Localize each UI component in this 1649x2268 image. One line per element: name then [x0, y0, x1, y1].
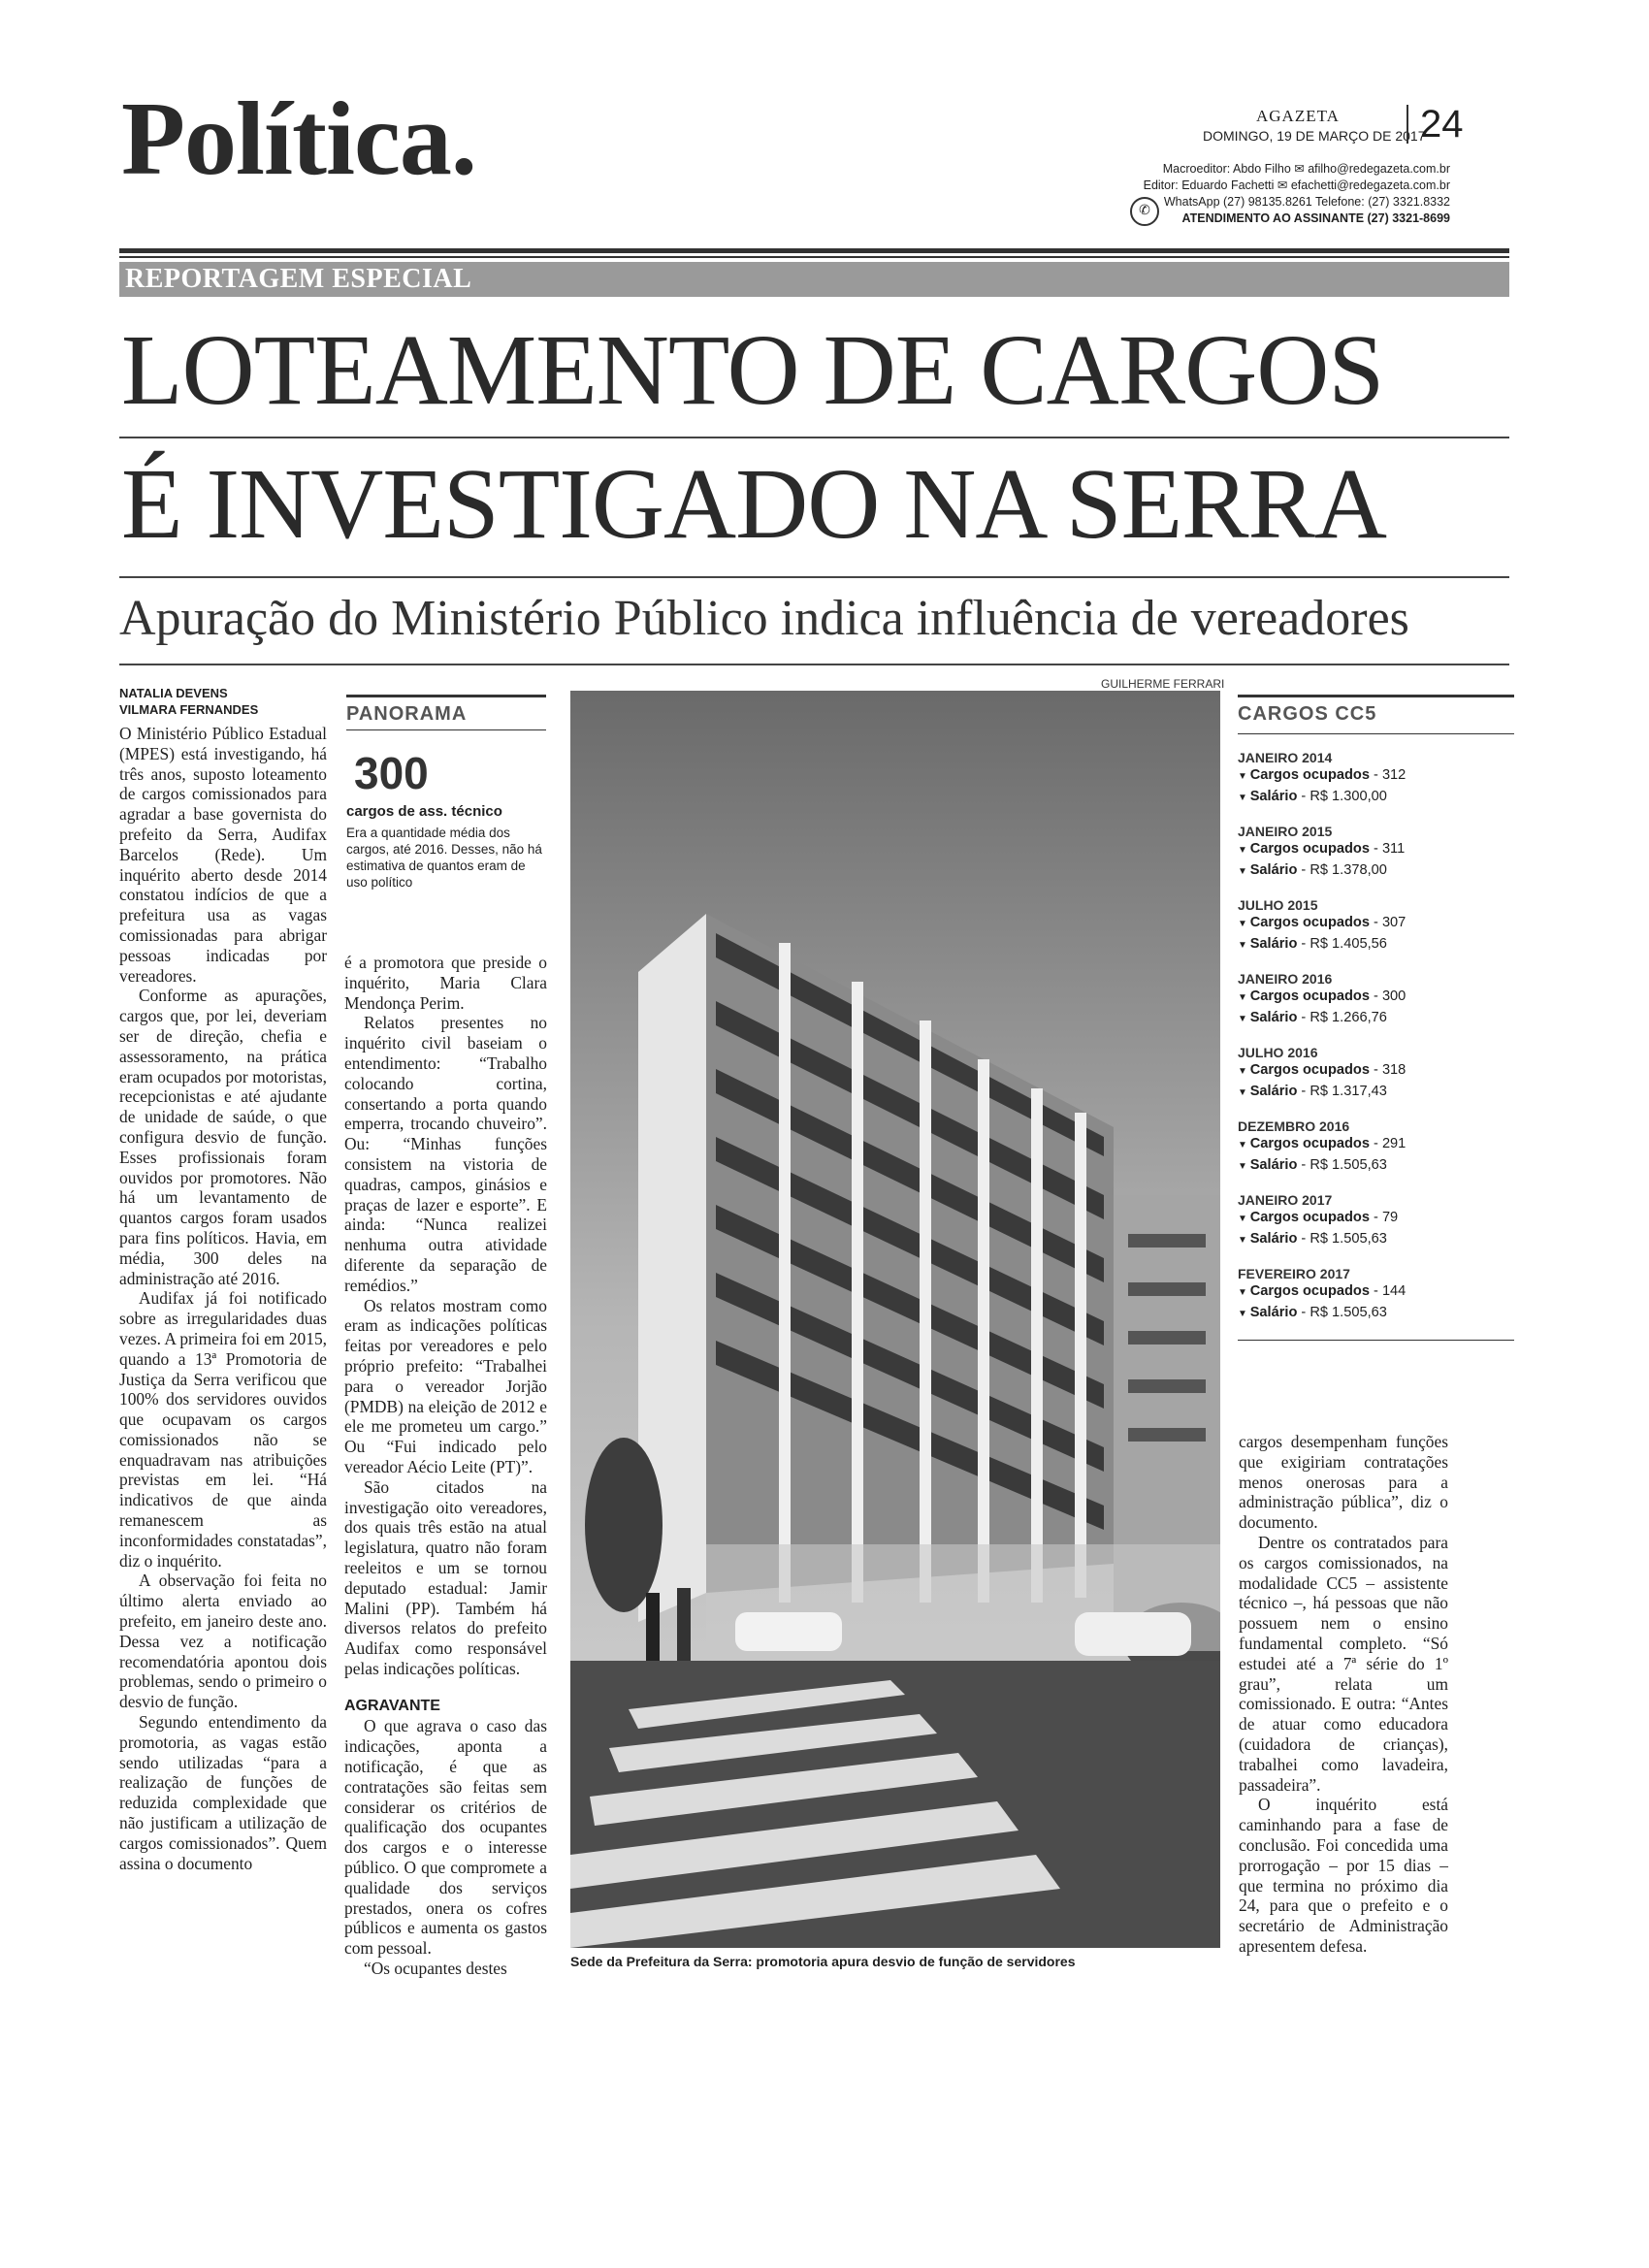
- salary-row: ▼ Salário - R$ 1.300,00: [1238, 789, 1387, 804]
- triangle-icon: ▼: [1238, 1309, 1250, 1319]
- salary-label: Salário: [1249, 1084, 1298, 1099]
- salary-row: ▼ Salário - R$ 1.505,63: [1238, 1157, 1387, 1173]
- issue-date: DOMINGO, 19 DE MARÇO DE 2017: [1203, 128, 1426, 144]
- photo-illustration: [570, 691, 1220, 1948]
- paragraph: Audifax já foi notificado sobre as irregularidades duas vezes. A primeira foi em 2015, quando a 13ª Promotoria de Justiça da Serra verificou que 100% dos servidores ouvidos que ocupavam os cargos comissionados não se enquadravam nas atribuições previstas em lei. “Há indicativos de que ainda remanescem as inconformidades constatadas”, diz o inquérito.: [119, 1288, 327, 1571]
- salary-label: Salário: [1249, 1231, 1298, 1247]
- cargos-cc5-box: [1238, 695, 1514, 1341]
- staff-line: ATENDIMENTO AO ASSINANTE (27) 3321-8699: [1181, 211, 1450, 225]
- panorama-title: PANORAMA: [346, 695, 546, 726]
- kicker-label: REPORTAGEM ESPECIAL: [125, 264, 472, 294]
- salary-row: ▼ Salário - R$ 1.505,63: [1238, 1231, 1387, 1247]
- occupied-label: Cargos ocupados: [1249, 1136, 1370, 1151]
- triangle-icon: ▼: [1238, 866, 1250, 877]
- header-rule: [119, 256, 1509, 258]
- occupied-label: Cargos ocupados: [1249, 988, 1370, 1004]
- divider: [119, 664, 1509, 665]
- triangle-icon: ▼: [1238, 992, 1250, 1003]
- headline-line: É INVESTIGADO NA SERRA: [121, 448, 1386, 560]
- occupied-row: ▼ Cargos ocupados - 311: [1238, 841, 1406, 857]
- salary-row: ▼ Salário - R$ 1.505,63: [1238, 1305, 1387, 1320]
- salary-value: R$ 1.266,76: [1310, 1010, 1387, 1025]
- kicker-bar: [119, 262, 1509, 297]
- staff-line: Macroeditor: Abdo Filho ✉ afilho@redegazeta.com.br: [1162, 162, 1450, 176]
- period-label: DEZEMBRO 2016: [1238, 1118, 1350, 1134]
- staff-line: Editor: Eduardo Fachetti ✉ efachetti@redegazeta.com.br: [1143, 178, 1450, 192]
- salary-label: Salário: [1249, 862, 1298, 878]
- headline-line: LOTEAMENTO DE CARGOS: [121, 314, 1384, 426]
- occupied-label: Cargos ocupados: [1249, 1283, 1370, 1299]
- triangle-icon: ▼: [1238, 1287, 1250, 1298]
- panorama-label: cargos de ass. técnico: [346, 803, 502, 820]
- occupied-value: 300: [1381, 988, 1406, 1004]
- staff-box: [1125, 161, 1450, 227]
- panorama-number: 300: [354, 748, 429, 798]
- occupied-label: Cargos ocupados: [1249, 1062, 1370, 1078]
- paragraph: A observação foi feita no último alerta enviado ao prefeito, em janeiro deste ano. Dessa vez a notificação recomendatória apontou dois problemas, sendo o primeiro o desvio de função.: [119, 1571, 327, 1712]
- cargos-period: [1238, 824, 1514, 882]
- salary-row: ▼ Salário - R$ 1.266,76: [1238, 1010, 1387, 1025]
- salary-value: R$ 1.317,43: [1310, 1084, 1387, 1099]
- period-label: JULHO 2015: [1238, 897, 1318, 913]
- paragraph: Relatos presentes no inquérito civil baseiam o entendimento: “Trabalho colocando cortina, consertando a porta quando emperra, trocando chuveiro”. Ou: “Minhas funções consistem na vistoria de quadras, campos, ginásios e praças de lazer e esporte”. E ainda: “Nunca realizei nenhuma outra atividade diferente da separação de remédios.”: [344, 1013, 547, 1295]
- building-photo: [570, 691, 1220, 1948]
- period-label: JANEIRO 2016: [1238, 971, 1333, 987]
- cargos-periods: [1238, 750, 1514, 1324]
- salary-label: Salário: [1249, 789, 1298, 804]
- salary-row: ▼ Salário - R$ 1.317,43: [1238, 1084, 1387, 1099]
- cargos-title: CARGOS CC5: [1238, 695, 1514, 726]
- divider: [119, 576, 1509, 578]
- byline: [119, 685, 258, 718]
- triangle-icon: ▼: [1238, 1066, 1250, 1077]
- cargos-period: [1238, 1045, 1514, 1103]
- author-name: VILMARA FERNANDES: [119, 702, 259, 717]
- article-column-1: [119, 724, 327, 1873]
- occupied-row: ▼ Cargos ocupados - 79: [1238, 1210, 1399, 1225]
- salary-label: Salário: [1249, 936, 1298, 952]
- occupied-label: Cargos ocupados: [1249, 841, 1370, 857]
- salary-row: ▼ Salário - R$ 1.378,00: [1238, 862, 1387, 878]
- occupied-value: 312: [1381, 767, 1406, 783]
- article-column-2: [344, 953, 547, 1979]
- cargos-period: [1238, 750, 1514, 808]
- cargos-period: [1238, 897, 1514, 956]
- whatsapp-icon: ✆: [1130, 197, 1159, 226]
- occupied-row: ▼ Cargos ocupados - 144: [1238, 1283, 1406, 1299]
- cargos-period: [1238, 1192, 1514, 1250]
- paragraph: Segundo entendimento da promotoria, as vagas estão sendo utilizadas “para a realização de funções de reduzida complexidade que não justificam a utilização de cargos comissionados”. Quem assina o documento: [119, 1712, 327, 1873]
- occupied-value: 291: [1381, 1136, 1406, 1151]
- paragraph: Conforme as apurações, cargos que, por lei, deveriam ser de direção, chefia e assessoramento, na prática eram ocupados por motoristas, recepcionistas e até ajudante de unidade de saúde, o que configura desvio de função. Esses profissionais foram ouvidos por promotores. Não há um levantamento de quantos cargos foram usados para fins políticos. Havia, em média, 300 deles na administração até 2016.: [119, 986, 327, 1288]
- triangle-icon: ▼: [1238, 1140, 1250, 1150]
- triangle-icon: ▼: [1238, 1087, 1250, 1098]
- occupied-row: ▼ Cargos ocupados - 318: [1238, 1062, 1406, 1078]
- triangle-icon: ▼: [1238, 1161, 1250, 1172]
- triangle-icon: ▼: [1238, 1214, 1250, 1224]
- salary-value: R$ 1.505,63: [1310, 1157, 1387, 1173]
- occupied-value: 318: [1381, 1062, 1406, 1078]
- salary-value: R$ 1.378,00: [1310, 862, 1387, 878]
- cargos-period: [1238, 1118, 1514, 1177]
- occupied-row: ▼ Cargos ocupados - 291: [1238, 1136, 1406, 1151]
- paragraph: O Ministério Público Estadual (MPES) está investigando, há três anos, suposto loteamento de cargos comissionados para agradar a base governista do prefeito da Serra, Audifax Barcelos (Rede). Um inquérito aberto desde 2014 constatou indícios de que a prefeitura usa as vagas comissionadas para abrigar pessoas indicadas por vereadores.: [119, 724, 327, 986]
- occupied-row: ▼ Cargos ocupados - 312: [1238, 767, 1406, 783]
- occupied-value: 79: [1381, 1210, 1399, 1225]
- paragraph: é a promotora que preside o inquérito, Maria Clara Mendonça Perim.: [344, 953, 547, 1013]
- paragraph: O inquérito está caminhando para a fase de conclusão. Foi concedida uma prorrogação – por 15 dias – que termina no próximo dia 24, para que o prefeito e o secretário de Administração apresentem defesa.: [1239, 1795, 1448, 1956]
- occupied-label: Cargos ocupados: [1249, 1210, 1370, 1225]
- paragraph: Dentre os contratados para os cargos comissionados, na modalidade CC5 – assistente técnico –, há pessoas que não possuem nem o ensino fundamental completo. “Só estudei até a 7ª série do 1º grau”, relata um comissionado. E outra: “Antes de atuar como educadora (cuidadora de crianças), trabalhei como lavadeira, passadeira”.: [1239, 1532, 1448, 1795]
- triangle-icon: ▼: [1238, 793, 1250, 803]
- paragraph: São citados na investigação oito vereadores, dos quais três estão na atual legislatura, quatro não foram reeleitos e um se tornou deputado estadual: Jamir Malini (PP). Também há diversos relatos do prefeito Audifax como responsável pelas indicações políticas.: [344, 1476, 547, 1678]
- salary-value: R$ 1.300,00: [1310, 789, 1387, 804]
- occupied-value: 311: [1381, 841, 1406, 857]
- panorama-text: Era a quantidade média dos cargos, até 2016. Desses, não há estimativa de quantos eram de uso político: [346, 826, 542, 890]
- staff-line: WhatsApp (27) 98135.8261 Telefone: (27) 3321.8332: [1163, 195, 1450, 209]
- salary-value: R$ 1.505,63: [1310, 1231, 1387, 1247]
- cargos-period: [1238, 971, 1514, 1029]
- triangle-icon: ▼: [1238, 845, 1250, 856]
- period-label: JULHO 2016: [1238, 1045, 1318, 1060]
- paragraph: cargos desempenham funções que exigiriam contratações menos onerosas para a administração pública”, diz o documento.: [1239, 1432, 1448, 1533]
- section-title: Política.: [121, 81, 476, 197]
- article-column-3: [1239, 1432, 1448, 1957]
- subsection-title: AGRAVANTE: [344, 1697, 440, 1714]
- salary-label: Salário: [1249, 1010, 1298, 1025]
- newspaper-logo: AGAZETA: [1256, 107, 1340, 125]
- period-label: JANEIRO 2015: [1238, 824, 1333, 839]
- paragraph: “Os ocupantes destes: [364, 1959, 507, 1979]
- occupied-value: 144: [1381, 1283, 1406, 1299]
- paragraph: O que agrava o caso das indicações, aponta a notificação, é que as contratações são feitas sem considerar os critérios de qualificação dos ocupantes dos cargos e o interesse público. O que compromete a qualidade dos serviços prestados, onera os cofres públicos e aumenta os gastos com pessoal.: [344, 1716, 547, 1959]
- photo-credit: GUILHERME FERRARI: [1101, 677, 1225, 691]
- header-rule: [119, 248, 1509, 253]
- triangle-icon: ▼: [1238, 919, 1250, 929]
- occupied-label: Cargos ocupados: [1249, 767, 1370, 783]
- occupied-label: Cargos ocupados: [1249, 915, 1370, 930]
- triangle-icon: ▼: [1238, 771, 1250, 782]
- triangle-icon: ▼: [1238, 1235, 1250, 1246]
- salary-label: Salário: [1249, 1305, 1298, 1320]
- cargos-period: [1238, 1266, 1514, 1324]
- salary-row: ▼ Salário - R$ 1.405,56: [1238, 936, 1387, 952]
- paragraph: Os relatos mostram como eram as indicações políticas feitas por vereadores e pelo próprio prefeito: “Trabalhei para o vereador Jorjão (PMDB) na eleição de 2012 e ele me prometeu um cargo.” Ou “Fui indicado pelo vereador Aécio Leite (PT)”.: [344, 1295, 547, 1476]
- triangle-icon: ▼: [1238, 1014, 1250, 1024]
- divider: [119, 437, 1509, 438]
- period-label: JANEIRO 2017: [1238, 1192, 1333, 1208]
- period-label: FEVEREIRO 2017: [1238, 1266, 1350, 1281]
- period-label: JANEIRO 2014: [1238, 750, 1333, 765]
- salary-label: Salário: [1249, 1157, 1298, 1173]
- occupied-row: ▼ Cargos ocupados - 307: [1238, 915, 1406, 930]
- triangle-icon: ▼: [1238, 940, 1250, 951]
- divider: [1238, 733, 1514, 734]
- occupied-row: ▼ Cargos ocupados - 300: [1238, 988, 1406, 1004]
- divider: [1238, 1340, 1514, 1341]
- occupied-value: 307: [1381, 915, 1406, 930]
- photo-caption: Sede da Prefeitura da Serra: promotoria apura desvio de função de servidores: [570, 1954, 1076, 1969]
- salary-value: R$ 1.405,56: [1310, 936, 1387, 952]
- author-name: NATALIA DEVENS: [119, 686, 228, 700]
- salary-value: R$ 1.505,63: [1310, 1305, 1387, 1320]
- page-number: 24: [1406, 105, 1464, 144]
- subheadline: Apuração do Ministério Público indica influência de vereadores: [119, 591, 1409, 646]
- divider: [346, 729, 546, 730]
